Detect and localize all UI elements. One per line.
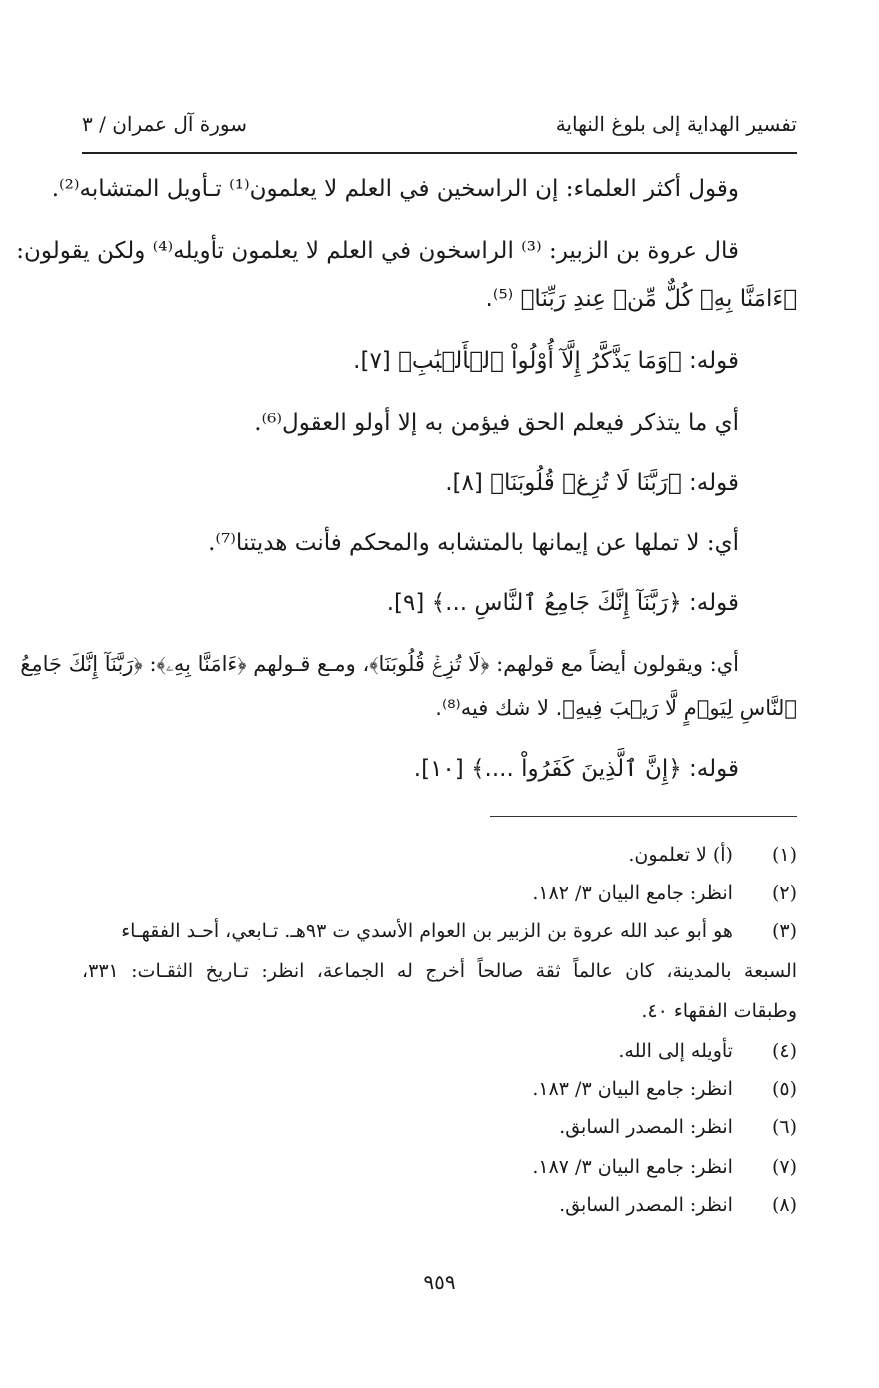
body-line-10: ٱلنَّاسِ لِيَوۡمٍ لَّا رَيۡبَ فِيهِ﴾. لا شك فيه⁽⁸⁾. — [435, 696, 797, 720]
footnote-number: (١) — [771, 844, 797, 866]
footnote-8 — [559, 1194, 797, 1216]
footnote-text: (أ) لا تعلمون. — [628, 844, 733, 866]
footnote-3 — [121, 920, 797, 942]
footnote-7 — [532, 1156, 797, 1178]
footnote-text: انظر: المصدر السابق. — [559, 1194, 733, 1216]
footnote-6 — [559, 1116, 797, 1138]
footnote-number: (٨) — [771, 1194, 797, 1216]
footnote-text: انظر: جامع البيان ٣/ ١٨٣. — [532, 1078, 733, 1100]
footnote-text: تأويله إلى الله. — [618, 1040, 733, 1062]
running-header — [82, 112, 797, 146]
footnote-number: (٤) — [771, 1040, 797, 1062]
footnote-1 — [628, 844, 797, 866]
footnote-number: (٣) — [771, 920, 797, 942]
body-line-3: ﴿ءَامَنَّا بِهِۦ كُلٌّ مِّنۡ عِندِ رَبِّنَا﴾ ⁽⁵⁾. — [485, 286, 797, 312]
page-number: ٩٥٩ — [423, 1270, 456, 1294]
footnote-number: (٢) — [771, 882, 797, 904]
footnote-text: انظر: المصدر السابق. — [559, 1116, 733, 1138]
body-line-5: أي ما يتذكر فيعلم الحق فيؤمن به إلا أولو العقول⁽⁶⁾. — [254, 410, 739, 436]
book-title: تفسير الهداية إلى بلوغ النهاية — [555, 112, 797, 136]
body-line-8: قوله: ﴿رَبَّنَآ إِنَّكَ جَامِعُ ٱلنَّاسِ ...﴾ [٩]. — [386, 590, 739, 616]
footnote-text: انظر: جامع البيان ٣/ ١٨٢. — [532, 882, 733, 904]
body-line-4: قوله: ﴿وَمَا يَذَّكَّرُ إِلَّآ أُوْلُواْ ٱلۡأَلۡبَٰبِ﴾ [٧]. — [353, 348, 739, 374]
footnote-text: انظر: جامع البيان ٣/ ١٨٧. — [532, 1156, 733, 1178]
footnote-2 — [532, 882, 797, 904]
footnote-number: (٥) — [771, 1078, 797, 1100]
footnote-separator — [490, 816, 797, 817]
footnote-4 — [618, 1040, 797, 1062]
footnote-3-continuation-2: وطبقات الفقهاء ٤٠. — [641, 1000, 797, 1022]
footnote-number: (٧) — [771, 1156, 797, 1178]
footnote-text: هو أبو عبد الله عروة بن الزبير بن العوام الأسدي ت ٩٣هـ. تـابعي، أحـد الفقهـاء — [121, 920, 733, 942]
body-line-2: قال عروة بن الزبير: ⁽³⁾ الراسخون في العلم لا يعلمون تأويله⁽⁴⁾ ولكن يقولون: — [16, 238, 739, 264]
body-line-7: أي: لا تملها عن إيمانها بالمتشابه والمحكم فأنت هديتنا⁽⁷⁾. — [208, 530, 739, 556]
footnote-number: (٦) — [771, 1116, 797, 1138]
body-line-6: قوله: ﴿رَبَّنَا لَا تُزِغۡ قُلُوبَنَا﴾ [٨]. — [445, 470, 739, 496]
body-line-9: أي: ويقولون أيضاً مع قولهم: ﴿لَا تُزِغۡ قُلُوبَنَا﴾، ومـع قـولهم ﴿ءَامَنَّا بِهِۦ﴾: ﴿رَبَّنَآ إِنَّكَ جَامِعُ — [20, 652, 739, 676]
surah-label: سورة آل عمران / ٣ — [82, 112, 248, 136]
body-line-11: قوله: ﴿إِنَّ ٱلَّذِينَ كَفَرُواْ ....﴾ [١٠]. — [413, 756, 739, 782]
footnote-3-continuation-1: السبعة بالمدينة، كان عالماً ثقة صالحاً أخرج له الجماعة، انظر: تـاريخ الثقـات: ٣٣١، — [82, 960, 797, 982]
header-rule — [82, 152, 797, 154]
footnote-5 — [532, 1078, 797, 1100]
body-line-1: وقول أكثر العلماء: إن الراسخين في العلم لا يعلمون⁽¹⁾ تـأويل المتشابه⁽²⁾. — [51, 176, 739, 202]
